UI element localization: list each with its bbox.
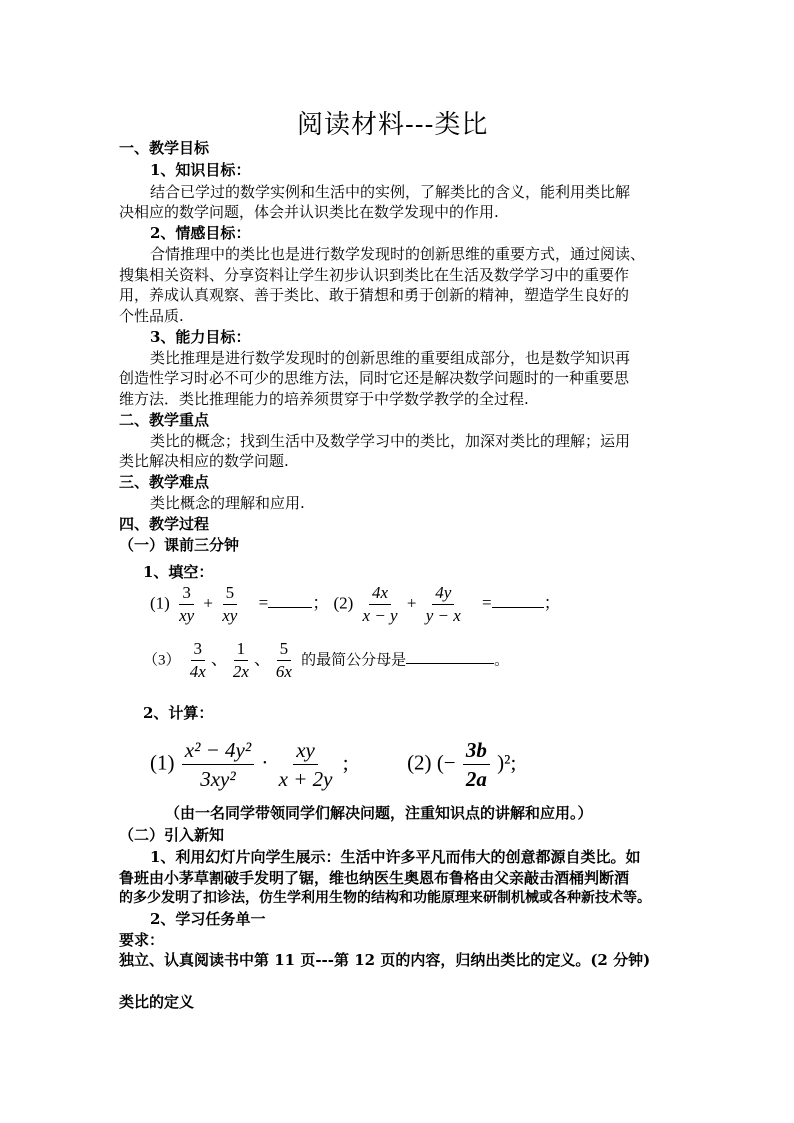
fraction [276,736,336,793]
paragraph-line: 1、利用幻灯片向学生展示：生活中许多平凡而伟大的创意都源自类比。如 [150,848,641,866]
fraction [463,736,490,793]
fill-in-row-2 [143,638,509,683]
paragraph-line: 创造性学习时必不可少的思维方法，同时它还是解决数学问题时的一种重要思 [119,369,630,387]
equals-sign: = [258,593,269,613]
numerator: 3b [463,736,490,765]
denominator: xy [179,606,195,625]
subsection-heading: （一）课前三分钟 [119,536,240,554]
paragraph-line: 合情推理中的类比也是进行数学发现时的创新思维的重要方式，通过阅读、 [150,245,646,263]
label-text: 要求： [119,931,165,949]
semicolon: ; [342,750,349,775]
answer-blank[interactable] [492,607,544,608]
denominator: 3xy² [200,767,236,791]
numerator: x² − 4y² [182,736,254,765]
section-heading: 三、教学难点 [119,473,210,491]
question-text: 的最简公分母是 [301,652,407,669]
denominator: x + 2y [278,767,333,791]
subsection-heading: 3、能力目标： [150,328,251,346]
formula-label: (2) [333,593,354,613]
paragraph-line: 鲁班由小茅草割破手发明了锯，维也纳医生奥恩布鲁格由父亲敲击酒桶判断酒 [119,869,630,887]
numerator: 3 [179,582,194,605]
page-title: 阅读材料---类比 [297,110,489,140]
paragraph-line: 类比的概念；找到生活中及数学学习中的类比，加深对类比的理解；运用 [150,432,631,450]
fraction [423,582,464,627]
paragraph-line: 结合已学过的数学实例和生活中的实例，了解类比的含义，能利用类比解 [150,183,631,201]
denominator: 4x [189,662,206,681]
numerator: 4x [369,582,391,605]
numerator: 5 [223,582,238,605]
denominator: x − y [362,606,398,625]
paragraph-line: 搜集相关资料、分享资料让学生初步认识到类比在生活及数学学习中的重要作 [119,266,630,284]
dot-operator: · [261,750,269,775]
paragraph-line: 类比解决相应的数学问题. [119,452,289,470]
fraction [219,582,240,627]
section-heading: 四、教学过程 [119,515,210,533]
semicolon: ； [312,593,330,613]
fraction [176,582,197,627]
note-text: （由一名同学带领同学们解决问题，注重知识点的讲解和应用。） [165,804,593,822]
question-label: 2、计算： [143,704,214,722]
period: 。 [494,652,510,669]
plus-sign: + [406,593,417,613]
paragraph-line: 类比概念的理解和应用. [150,494,305,512]
paragraph-line: 独立、认真阅读书中第 11 页---第 12 页的内容，归纳出类比的定义。(2 分钟) [119,951,651,969]
section-heading: 一、教学目标 [119,139,210,157]
section-heading: 二、教学重点 [119,411,210,429]
denominator: xy [222,606,238,625]
fraction [187,638,209,683]
fraction [360,582,401,627]
paragraph-line: 类比推理是进行数学发现时的创新思维的重要组成部分，也是数学知识再 [150,349,631,367]
paren-open: (− [436,750,456,775]
formula-label: (1) [150,750,175,775]
answer-blank[interactable] [406,663,494,664]
separator: 、 [210,649,228,669]
question-label: 1、填空： [143,563,214,581]
answer-blank[interactable] [268,607,312,608]
numerator: 3 [191,638,206,661]
denominator: 2x [232,662,249,681]
separator: 、 [253,649,271,669]
semicolon: ； [543,593,561,613]
calc-row [150,736,516,793]
denominator: 2a [465,767,487,791]
paragraph-line: 个性品质. [119,307,184,325]
paragraph-line: 维方法．类比推理能力的培养须贯穿于中学数学教学的全过程. [119,390,529,408]
plus-sign: + [203,593,214,613]
paragraph-line: 的多少发明了扣诊法，仿生学利用生物的结构和功能原理来研制机械或各种新技术等。 [119,890,651,906]
numerator: 4y [432,582,454,605]
fraction [230,638,252,683]
label-text: 类比的定义 [119,993,195,1011]
paren-close: )²; [497,750,517,775]
fill-in-row-1 [150,582,561,627]
numerator: xy [293,736,318,765]
numerator: 5 [277,638,292,661]
formula-label: (2) [407,750,432,775]
subsection-heading: 2、情感目标： [150,224,251,242]
paragraph-line: 用，养成认真观察、善于类比、敢于猜想和勇于创新的精神，塑造学生良好的 [119,286,630,304]
subsection-heading: （二）引入新知 [119,826,225,844]
denominator: 6x [275,662,292,681]
subsection-heading: 1、知识目标： [150,161,251,179]
numerator: 1 [234,638,249,661]
denominator: y − x [425,606,461,625]
formula-label: （3） [143,652,181,669]
fraction [273,638,295,683]
fraction [182,736,254,793]
subsection-heading: 2、学习任务单一 [150,910,266,928]
paragraph-line: 决相应的数学问题，体会并认识类比在数学发现中的作用. [119,203,499,221]
formula-label: (1) [150,593,170,613]
equals-sign: = [482,593,492,613]
